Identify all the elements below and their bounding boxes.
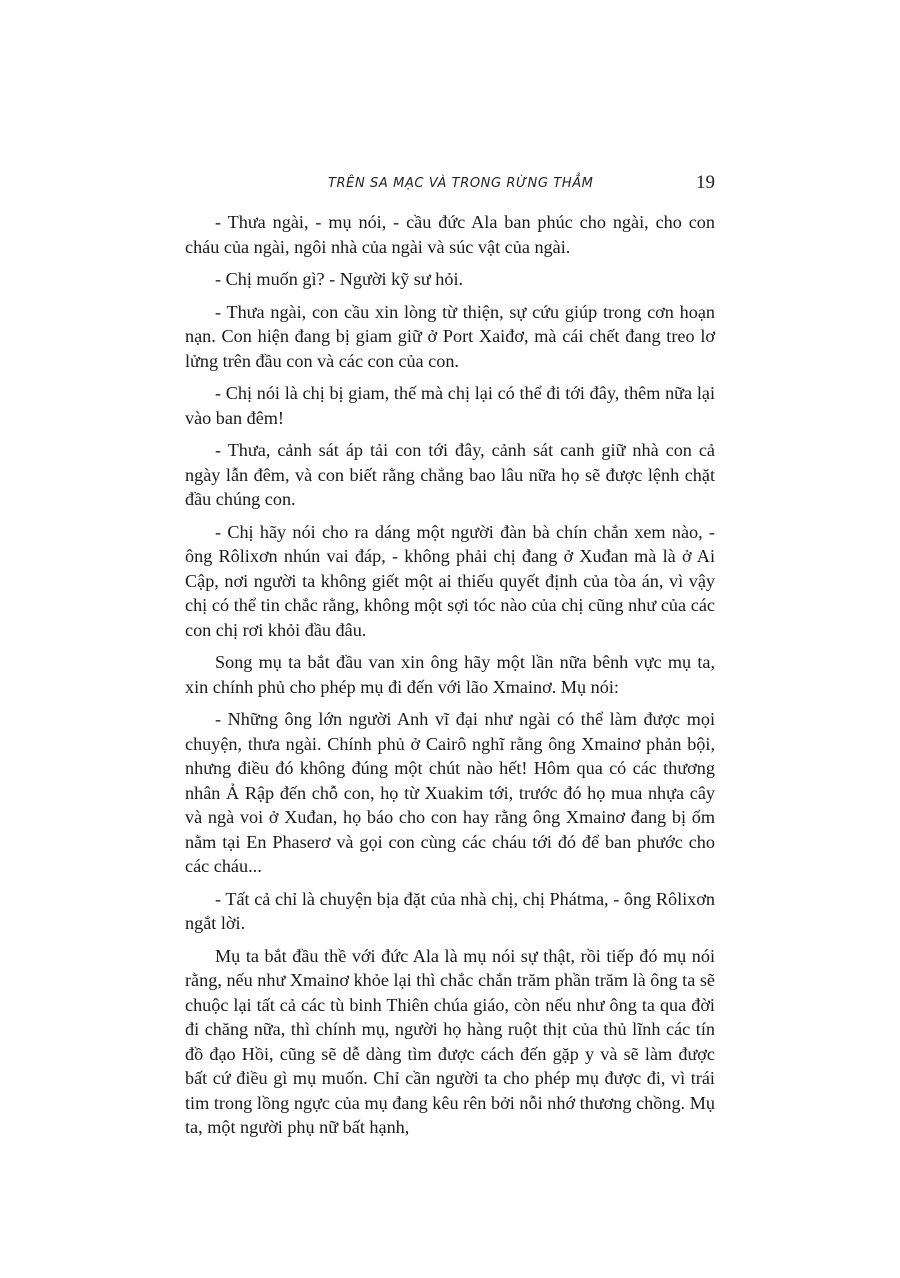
page-number: 19 [696,172,715,193]
paragraph: - Chị muốn gì? - Người kỹ sư hỏi. [215,269,464,289]
paragraph: - Những ông lớn người Anh vĩ đại như ngài có thể làm được mọi chuyện, thưa ngài. Chính phủ ở Cairô nghĩ rằng ông Xmainơ phản bội, nhưng điều đó không đúng một chút nào hết! Hôm qua có các thương nhân Ả Rập đến chỗ con, họ từ Xuakim tới, trước đó họ mua nhựa cây và ngà voi ở Xuđan, họ báo cho con hay rằng ông Xmainơ đang bị ốm nằm tại En Phaserơ và gọi con cùng các cháu tới đó để ban phước cho các cháu... [185,709,715,876]
paragraph: - Chị hãy nói cho ra dáng một người đàn bà chín chắn xem nào, - ông Rôlixơn nhún vai đáp, - không phải chị đang ở Xuđan mà là ở Ai Cập, nơi người ta không giết một ai thiếu quyết định của tòa án, vì vậy chị có thể tin chắc rằng, không một sợi tóc nào của chị cũng như của các con chị rơi khỏi đầu đâu. [185,521,715,640]
body-text [185,210,715,1140]
running-title: TRÊN SA MẠC VÀ TRONG RỪNG THẲM [328,176,594,191]
paragraph: - Thưa ngài, - mụ nói, - cầu đức Ala ban phúc cho ngài, cho con cháu của ngài, ngôi nhà của ngài và súc vật của ngài. [185,212,715,257]
paragraph: Mụ ta bắt đầu thề với đức Ala là mụ nói sự thật, rồi tiếp đó mụ nói rằng, nếu như Xmainơ khỏe lại thì chắc chắn trăm phần trăm là ông ta sẽ chuộc lại tất cả các tù binh Thiên chúa giáo, còn nếu như ông ta qua đời đi chăng nữa, thì chính mụ, người họ hàng ruột thịt của thủ lĩnh các tín đồ đạo Hồi, cũng sẽ dễ dàng tìm được cách đến gặp y và sẽ làm được bất cứ điều gì mụ muốn. Chỉ cần người ta cho phép mụ được đi, vì trái tim trong lồng ngực của mụ đang kêu rên bởi nỗi nhớ thương chồng. Mụ ta, một người phụ nữ bất hạnh, [185,945,715,1137]
running-header [185,170,715,198]
paragraph: - Chị nói là chị bị giam, thế mà chị lại có thể đi tới đây, thêm nữa lại vào ban đêm! [185,383,715,428]
paragraph: - Thưa, cảnh sát áp tải con tới đây, cảnh sát canh giữ nhà con cả ngày lẫn đêm, và con biết rằng chẳng bao lâu nữa họ sẽ được lệnh chặt đầu chúng con. [185,440,715,509]
paragraph: - Tất cả chỉ là chuyện bịa đặt của nhà chị, chị Phátma, - ông Rôlixơn ngắt lời. [185,888,715,933]
paragraph: - Thưa ngài, con cầu xin lòng từ thiện, sự cứu giúp trong cơn hoạn nạn. Con hiện đang bị giam giữ ở Port Xaiđơ, mà cái chết đang treo lơ lửng trên đầu con và các con của con. [185,301,715,371]
book-page [185,170,715,1148]
paragraph: Song mụ ta bắt đầu van xin ông hãy một lần nữa bênh vực mụ ta, xin chính phủ cho phép mụ đi đến với lão Xmainơ. Mụ nói: [185,652,715,697]
